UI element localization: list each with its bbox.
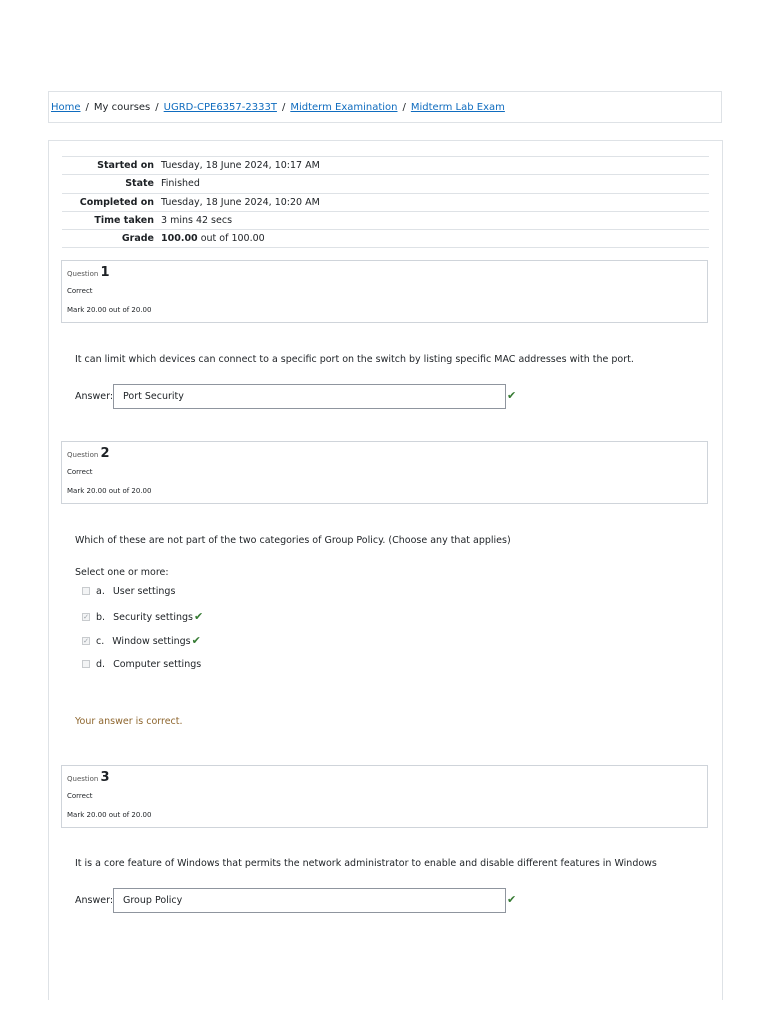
question-state: Correct xyxy=(67,287,93,295)
question-2-text: Which of these are not part of the two categories of Group Policy. (Choose any that applies) xyxy=(75,535,511,546)
breadcrumb-my-courses: My courses xyxy=(93,102,151,113)
correct-tick-icon: ✔ xyxy=(191,634,201,647)
breadcrumb-separator: / xyxy=(155,102,159,113)
checkbox-a[interactable] xyxy=(82,587,90,595)
question-number: Question 3 xyxy=(67,770,110,785)
grade-label: Grade xyxy=(121,233,154,245)
breadcrumb-quiz-link[interactable]: Midterm Lab Exam xyxy=(410,102,505,113)
correct-tick-icon: ✔ xyxy=(193,610,204,623)
question-mark: Mark 20.00 out of 20.00 xyxy=(67,487,152,495)
checkbox-c[interactable]: ✓ xyxy=(83,636,89,645)
summary-row-time xyxy=(62,211,709,229)
breadcrumb-separator: / xyxy=(85,102,89,113)
option-label: Window settings xyxy=(112,636,191,647)
question-mark: Mark 20.00 out of 20.00 xyxy=(67,306,152,314)
question-number-value: 1 xyxy=(100,265,110,280)
state-label: State xyxy=(125,178,154,190)
select-prompt: Select one or more: xyxy=(75,567,169,578)
option-b[interactable] xyxy=(82,610,203,624)
question-2-info xyxy=(61,441,708,504)
breadcrumb xyxy=(48,91,722,123)
time-label: Time taken xyxy=(94,215,154,227)
breadcrumb-course-link[interactable]: UGRD-CPE6357-2333T xyxy=(163,102,277,113)
grade-score: 100.00 xyxy=(161,233,198,245)
question-1-answer-field[interactable]: Port Security xyxy=(113,384,506,409)
summary-row-grade xyxy=(62,230,709,248)
started-label: Started on xyxy=(97,160,154,172)
question-state: Correct xyxy=(67,792,93,800)
option-letter: b. xyxy=(96,612,106,623)
question-mark: Mark 20.00 out of 20.00 xyxy=(67,811,152,819)
attempt-summary-table xyxy=(62,156,709,248)
grade-value xyxy=(161,230,709,248)
option-letter: c. xyxy=(96,636,105,647)
completed-value: Tuesday, 18 June 2024, 10:20 AM xyxy=(161,196,320,208)
option-letter: a. xyxy=(96,586,105,597)
question-state: Correct xyxy=(67,468,93,476)
started-value: Tuesday, 18 June 2024, 10:17 AM xyxy=(161,160,320,172)
question-3-answer-field[interactable]: Group Policy xyxy=(113,888,506,913)
checkbox-d[interactable] xyxy=(82,660,90,668)
grade-rest: out of 100.00 xyxy=(197,233,265,245)
correct-tick-icon: ✔ xyxy=(507,893,517,906)
question-3-info xyxy=(61,765,708,828)
question-1-text: It can limit which devices can connect to a specific port on the switch by listing specific MAC addresses with the port. xyxy=(75,354,634,365)
answer-label: Answer: xyxy=(75,391,114,402)
completed-label: Completed on xyxy=(79,196,154,208)
question-number-value: 2 xyxy=(100,446,110,461)
option-label: User settings xyxy=(112,586,176,597)
option-c[interactable] xyxy=(82,634,201,648)
option-a[interactable] xyxy=(82,585,175,599)
option-label: Security settings xyxy=(113,612,193,623)
state-value: Finished xyxy=(161,178,200,190)
answer-feedback: Your answer is correct. xyxy=(75,716,183,727)
summary-row-state xyxy=(62,175,709,193)
question-number: Question 1 xyxy=(67,265,110,280)
question-number-value: 3 xyxy=(100,770,110,785)
breadcrumb-separator: / xyxy=(402,102,406,113)
answer-label: Answer: xyxy=(75,895,114,906)
breadcrumb-section-link[interactable]: Midterm Examination xyxy=(290,102,398,113)
summary-row-started xyxy=(62,157,709,175)
correct-tick-icon: ✔ xyxy=(507,389,517,402)
summary-row-completed xyxy=(62,193,709,211)
checkbox-b[interactable]: ✓ xyxy=(83,612,89,621)
option-d[interactable] xyxy=(82,658,201,672)
breadcrumb-home-link[interactable]: Home xyxy=(51,102,81,113)
option-label: Computer settings xyxy=(113,659,202,670)
time-value: 3 mins 42 secs xyxy=(161,215,233,227)
breadcrumb-separator: / xyxy=(281,102,286,113)
question-1-info xyxy=(61,260,708,323)
option-letter: d. xyxy=(96,659,106,670)
question-3-text: It is a core feature of Windows that permits the network administrator to enable and disable different features in Windows xyxy=(75,858,657,869)
question-number: Question 2 xyxy=(67,446,110,461)
